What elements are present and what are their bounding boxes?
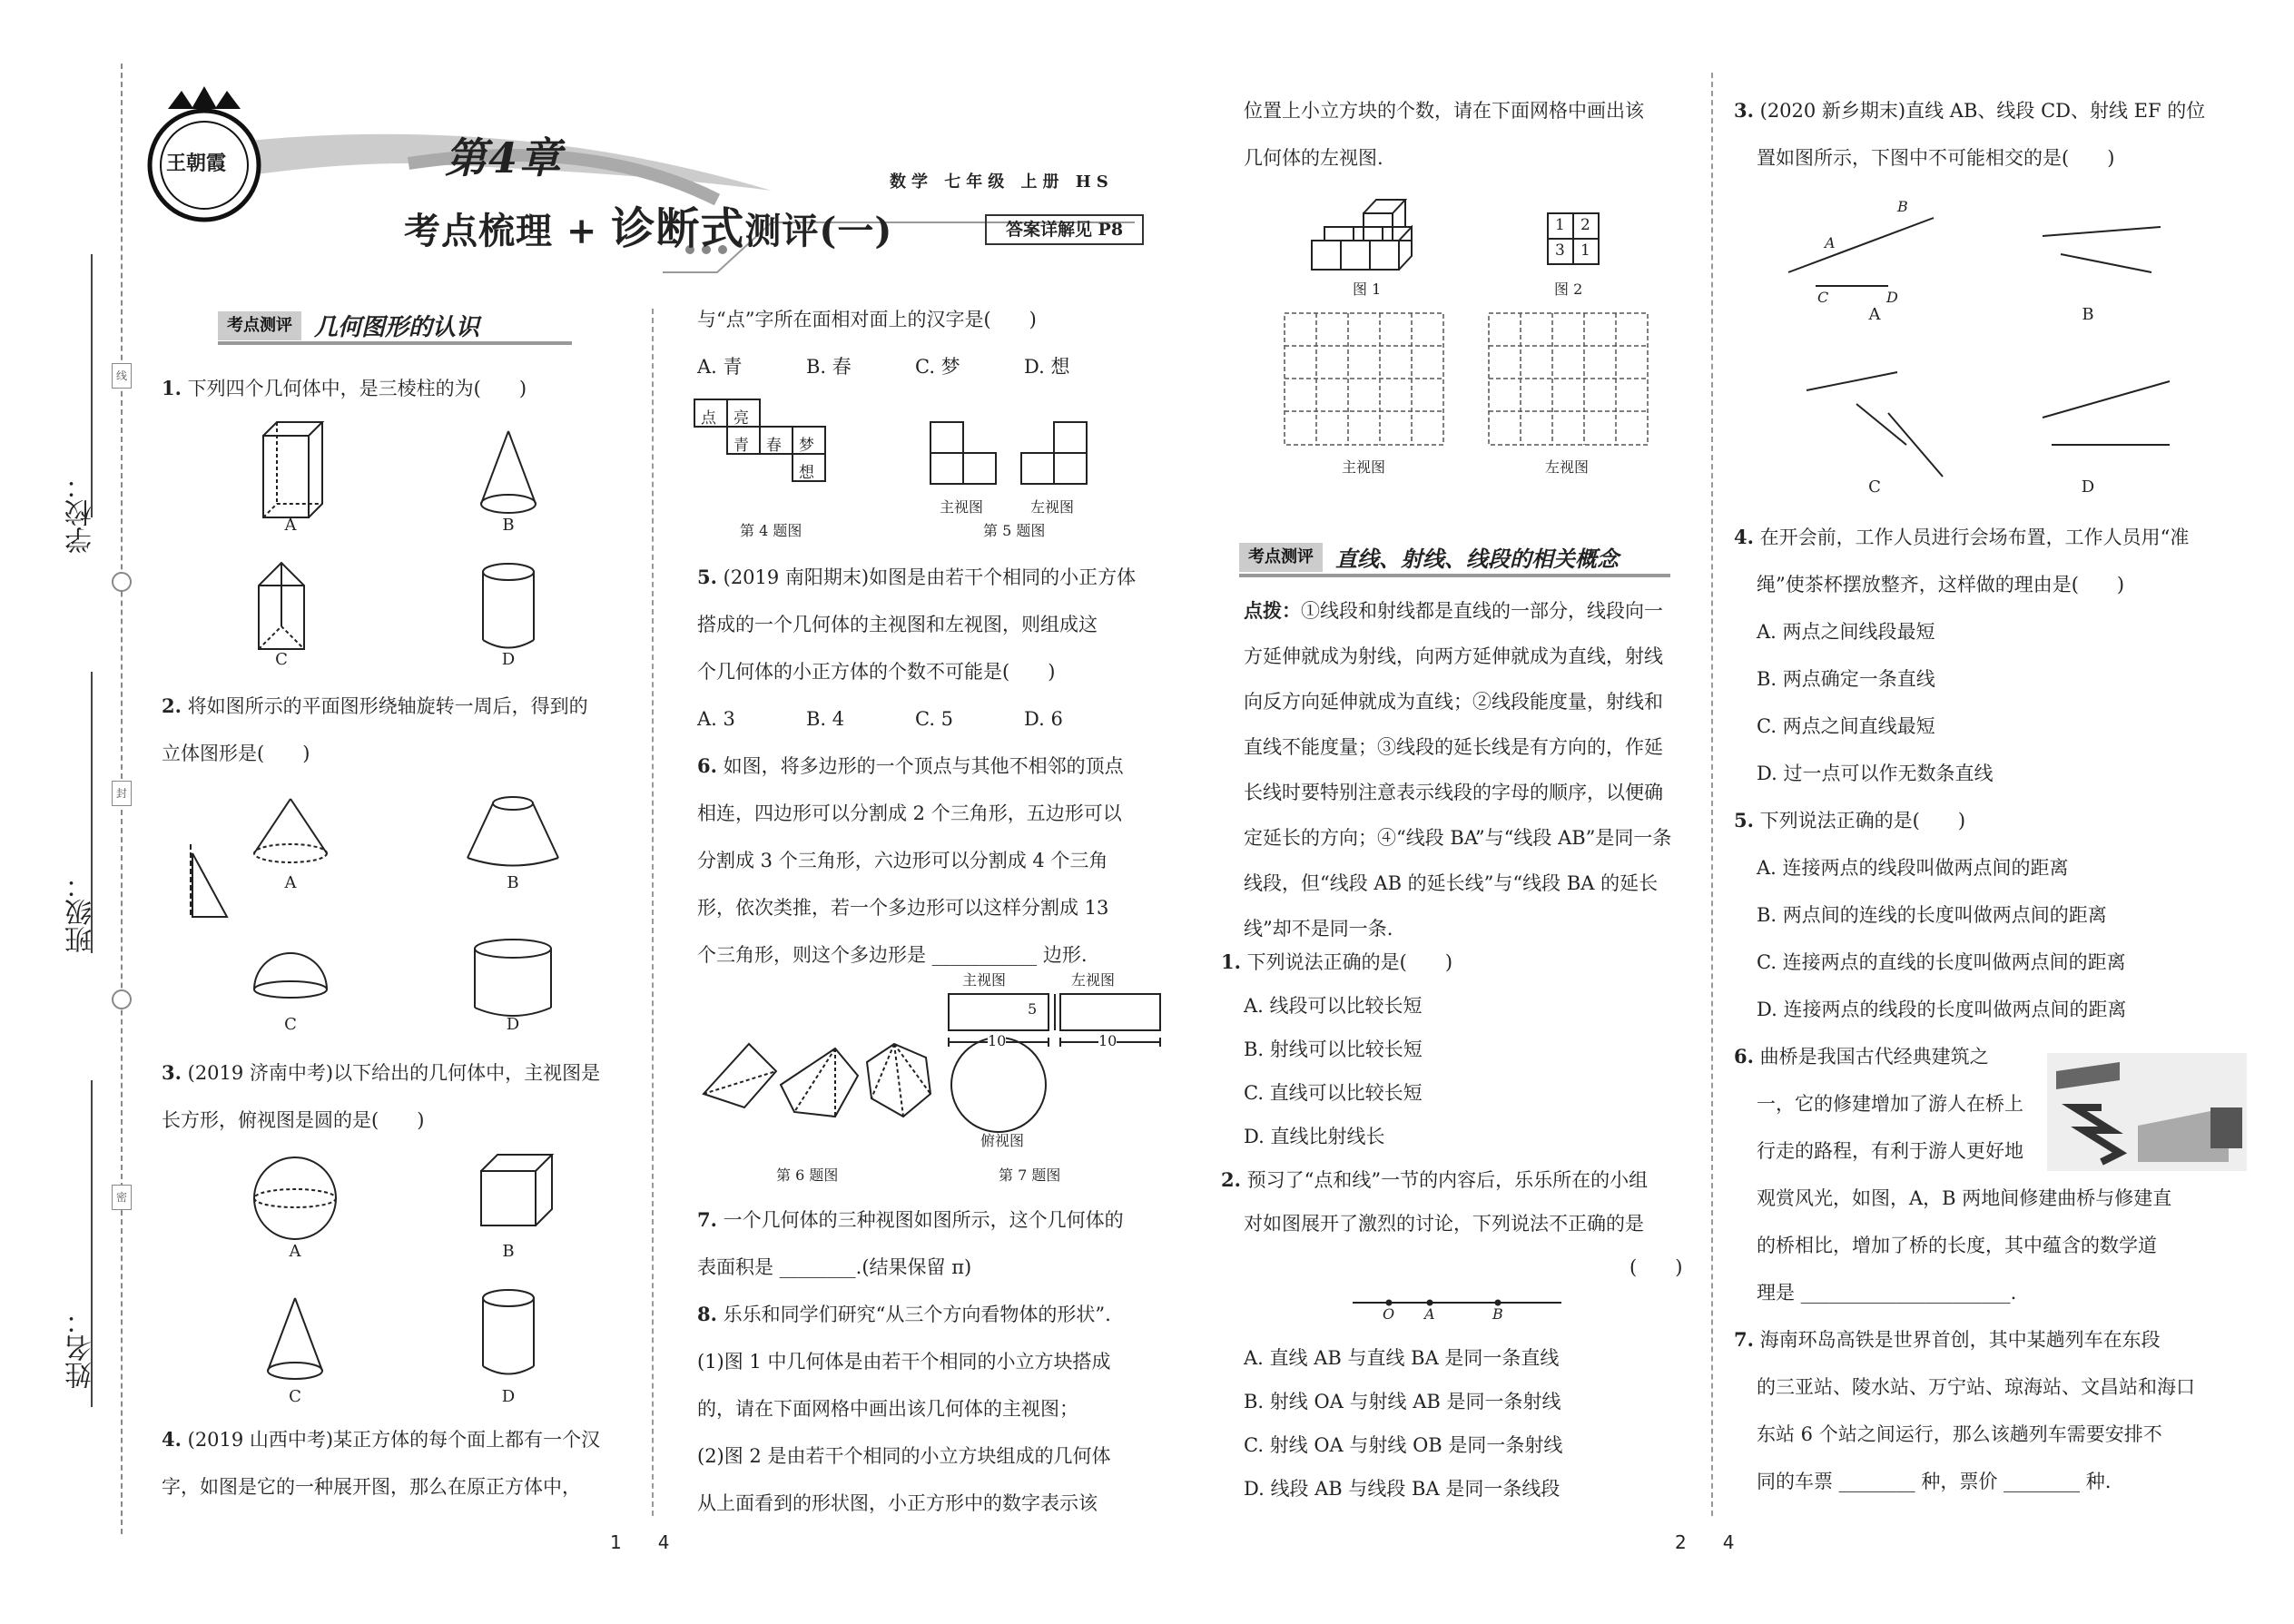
option-label: D <box>501 1387 516 1406</box>
option: B. 4 <box>806 708 845 730</box>
net-cell: 春 <box>766 437 782 455</box>
figure-caption: 第 7 题图 <box>999 1166 1061 1184</box>
option-label: A <box>284 516 297 535</box>
subject-info: 数学 七年级 上册 HS <box>890 172 1114 192</box>
question-8-cont <box>1244 87 1644 182</box>
option: A. 连接两点的线段叫做两点间的距离 <box>1757 857 2069 879</box>
figure-caption: 第 4 题图 <box>740 522 802 539</box>
dimension-label: 10 <box>988 1032 1007 1049</box>
question-number: 5. <box>1734 809 1754 832</box>
option-label: D <box>501 650 516 669</box>
option: A. 两点之间线段最短 <box>1757 621 1935 643</box>
question-7-8 <box>697 1196 1124 1527</box>
option: C. 两点之间直线最短 <box>1757 715 1935 737</box>
section-tag: 考点测评 <box>1239 543 1323 572</box>
view-label: 左视图 <box>1071 971 1116 989</box>
figure-caption: 第 5 题图 <box>983 522 1046 539</box>
option-label: B <box>507 873 519 892</box>
option: C. 连接两点的直线的长度叫做两点间的距离 <box>1757 951 2126 973</box>
page-number: 1 4 <box>610 1531 670 1553</box>
view-label: 俯视图 <box>980 1132 1025 1149</box>
question-text: 一，它的修建增加了游人在桥上 <box>1757 1093 2023 1115</box>
net-cell: 亮 <box>733 409 749 428</box>
question-r4-r7 <box>1734 514 2195 1505</box>
question-text: 乐乐和同学们研究“从三个方向看物体的形状”. <box>723 1304 1111 1325</box>
question-2 <box>162 683 588 777</box>
net-cell: 梦 <box>799 437 814 455</box>
grid-number: 1 <box>1580 241 1590 260</box>
question-number: 6. <box>1734 1045 1754 1068</box>
net-cell: 青 <box>733 437 749 455</box>
option: D. 连接两点的线段的长度叫做两点间的距离 <box>1757 999 2127 1020</box>
question-text: 从上面看到的形状图，小正方形中的数字表示该 <box>697 1492 1098 1514</box>
option: D. 过一点可以作无数条直线 <box>1757 763 1994 784</box>
question-text: 海南环岛高铁是世界首创，其中某趟列车在东段 <box>1759 1329 2161 1351</box>
question-text: 东站 6 个站之间运行，那么该趟列车需要安排不 <box>1757 1423 2162 1445</box>
option: A. 3 <box>697 708 735 730</box>
option: D. 直线比射线长 <box>1244 1126 1385 1147</box>
question-number: 2. <box>1221 1168 1241 1191</box>
option: B. 两点确定一条直线 <box>1757 668 1935 690</box>
class-label: 班级： <box>65 871 97 953</box>
option: A. 线段可以比较长短 <box>1244 995 1423 1017</box>
question-number: 7. <box>1734 1328 1754 1351</box>
net-cell: 想 <box>799 464 814 482</box>
question-text: (2019 南阳期末)如图是由若干个相同的小正方体 <box>723 566 1137 588</box>
option: A. 青 <box>697 356 743 378</box>
question-text: 立体图形是( ) <box>162 743 310 764</box>
question-text: (2020 新乡期末)直线 AB、线段 CD、射线 EF 的位 <box>1759 100 2206 122</box>
question-5 <box>697 554 1136 979</box>
option: C. 5 <box>915 708 954 730</box>
point-label: A <box>1825 234 1836 251</box>
tip-text: 长线时要特别注意表示线段的字母的顺序，以便确 <box>1244 782 1663 803</box>
question-text: 将如图所示的平面图形绕轴旋转一周后，得到的 <box>187 695 588 717</box>
option-label: B <box>2082 305 2094 324</box>
question-text: 下列说法正确的是( ) <box>1246 951 1453 973</box>
grid-label: 左视图 <box>1545 458 1590 476</box>
question-text: 同的车票 ________ 种，票价 ________ 种. <box>1757 1471 2112 1492</box>
seal-mark: 线 <box>112 363 132 389</box>
option-label: D <box>2081 477 2095 497</box>
option: B. 春 <box>806 356 852 378</box>
question-text: 行走的路程，有利于游人更好地 <box>1757 1140 2023 1162</box>
tip-text: 向反方向延伸就成为直线；②线段能度量，射线和 <box>1244 691 1663 713</box>
seal-mark: 封 <box>112 781 132 806</box>
question-text: 绳”使茶杯摆放整齐，这样做的理由是( ) <box>1757 574 2125 595</box>
point-label: C <box>1817 289 1829 306</box>
point-label: A <box>1424 1305 1435 1323</box>
option: B. 射线 OA 与射线 AB 是同一条射线 <box>1244 1391 1561 1412</box>
school-label: 学校： <box>65 472 97 554</box>
question-text: 的，请在下面网格中画出该几何体的主视图； <box>697 1398 1078 1420</box>
subtitle-part: 测评(一) <box>744 210 893 252</box>
question-r1 <box>1221 940 1682 1289</box>
question-text: 位置上小立方块的个数，请在下面网格中画出该 <box>1244 100 1644 122</box>
point-label: B <box>1492 1305 1503 1323</box>
q8-figures <box>1307 182 1589 281</box>
question-text: (2019 济南中考)以下给出的几何体中，主视图是 <box>187 1062 601 1084</box>
figure-caption: 第 6 题图 <box>776 1166 839 1184</box>
figure-caption: 图 2 <box>1554 281 1583 298</box>
question-text: 相连，四边形可以分割成 2 个三角形，五边形可以 <box>697 802 1122 824</box>
question-text: 置如图所示，下图中不可能相交的是( ) <box>1757 147 2115 169</box>
question-text: 字，如图是它的一种展开图，那么在原正方体中， <box>162 1476 581 1498</box>
tip-label: 点拨： <box>1244 599 1301 622</box>
tip-text: 直线不能度量；③线段的延长线是有方向的，作延 <box>1244 736 1663 758</box>
question-text: 搭成的一个几何体的主视图和左视图，则组成这 <box>697 614 1098 635</box>
question-text: 分割成 3 个三角形，六边形可以分割成 4 个三角 <box>697 850 1108 871</box>
option-label: B <box>502 1242 515 1261</box>
question-3 <box>162 1049 600 1144</box>
question-text: 个三角形，则这个多边形是 ___________ 边形. <box>697 944 1088 966</box>
r2-line-figure <box>1348 1294 1566 1330</box>
section-tag: 考点测评 <box>218 311 301 340</box>
grid-number: 2 <box>1580 216 1590 234</box>
figure-caption: 图 1 <box>1353 281 1382 298</box>
option-label: A <box>289 1242 301 1261</box>
subtitle-part: 诊断式 <box>611 203 745 254</box>
option: B. 两点间的连线的长度叫做两点间的距离 <box>1757 904 2107 926</box>
question-text: (1)图 1 中几何体是由若干个相同的小立方块搭成 <box>697 1351 1111 1373</box>
option: C. 射线 OA 与射线 OB 是同一条射线 <box>1244 1434 1563 1456</box>
option-label: C <box>275 650 288 669</box>
zigzag-bridge-photo <box>2047 1053 2247 1171</box>
question-number: 4. <box>1734 526 1754 548</box>
option: C. 直线可以比较长短 <box>1244 1082 1423 1104</box>
question-text: 在开会前，工作人员进行会场布置，工作人员用“准 <box>1759 527 2190 548</box>
question-text: 长方形，俯视图是圆的是( ) <box>162 1109 425 1131</box>
logo: 王朝霞 <box>166 152 227 175</box>
gear-icon <box>112 572 132 592</box>
binding-margin <box>0 0 127 1624</box>
option-label: D <box>506 1015 520 1034</box>
view-label: 主视图 <box>940 498 984 516</box>
section-underline <box>218 341 572 345</box>
option-label: A <box>284 873 297 892</box>
option-label: B <box>502 516 515 535</box>
tip-text: 定延长的方向；④“线段 BA”与“线段 AB”是同一条 <box>1244 827 1672 849</box>
question-text: 表面积是 ________.(结果保留 π) <box>697 1256 972 1278</box>
section-underline <box>1239 574 1670 577</box>
question-number: 2. <box>162 694 182 717</box>
page-subtitle <box>404 193 892 256</box>
q5-views <box>926 418 1117 490</box>
seal-mark: 密 <box>112 1185 132 1210</box>
chapter-title: 第4章 <box>445 133 564 182</box>
question-text: (2)图 2 是由若干个相同的小立方块组成的几何体 <box>697 1445 1111 1467</box>
question-number: 5. <box>697 566 717 588</box>
option: D. 线段 AB 与线段 BA 是同一条线段 <box>1244 1478 1561 1500</box>
option: D. 6 <box>1024 708 1063 730</box>
question-number: 6. <box>697 754 717 777</box>
question-text: (2019 山西中考)某正方体的每个面上都有一个汉 <box>187 1429 601 1451</box>
option-label: A <box>1868 305 1881 324</box>
subtitle-part: 考点梳理 + <box>404 210 612 252</box>
point-label: O <box>1383 1305 1395 1323</box>
question-r3 <box>1734 87 2205 182</box>
question-text: 曲桥是我国古代经典建筑之 <box>1759 1046 1989 1068</box>
column-divider <box>652 309 654 1516</box>
question-text: 几何体的左视图. <box>1244 147 1383 169</box>
section-title: 几何图形的认识 <box>314 314 480 341</box>
grid-number: 1 <box>1555 216 1565 234</box>
question-r2-options <box>1244 1336 1562 1511</box>
dimension-label: 10 <box>1098 1032 1117 1049</box>
question-1 <box>162 365 527 412</box>
question-text: ( ) <box>1629 1256 1683 1278</box>
answer-reference: 答案详解见 P8 <box>985 214 1144 245</box>
question-text: 如图，将多边形的一个顶点与其他不相邻的顶点 <box>723 755 1124 777</box>
tip-text: 方延伸就成为射线，向两方延伸就成为直线，射线 <box>1244 645 1663 667</box>
q7-figure <box>944 985 1180 1139</box>
gear-icon <box>112 989 132 1009</box>
question-text: 观赏风光，如图，A，B 两地间修建曲桥与修建直 <box>1757 1187 2172 1209</box>
grid-number: 3 <box>1555 241 1565 260</box>
view-label: 左视图 <box>1030 498 1075 516</box>
point-label: D <box>1886 289 1898 306</box>
q1-figures <box>245 418 654 681</box>
question-text: 与“点”字所在面相对面上的汉字是( ) <box>697 309 1037 330</box>
tip-text: 线段，但“线段 AB 的延长线”与“线段 BA 的延长 <box>1244 872 1659 894</box>
r3-figures <box>1779 200 2197 490</box>
q8-answer-grids <box>1285 313 1720 449</box>
question-number: 1. <box>162 377 182 399</box>
net-cell: 点 <box>701 409 716 428</box>
question-text: 下列说法正确的是( ) <box>1759 810 1966 832</box>
question-text: 的三亚站、陵水站、万宁站、琼海站、文昌站和海口 <box>1757 1376 2195 1398</box>
name-label: 姓名： <box>65 1307 97 1389</box>
option: B. 射线可以比较长短 <box>1244 1038 1423 1060</box>
question-4-cont <box>697 296 1069 390</box>
question-text: 对如图展开了激烈的讨论，下列说法不正确的是 <box>1244 1213 1644 1235</box>
question-number: 3. <box>1734 99 1754 122</box>
option: C. 梦 <box>915 356 960 378</box>
q2-figures <box>182 790 590 1044</box>
q3-figures <box>245 1153 654 1407</box>
tip-text: 线”却不是同一条. <box>1244 918 1393 940</box>
question-text: 个几何体的小正方体的个数不可能是( ) <box>697 661 1056 683</box>
section-title: 直线、射线、线段的相关概念 <box>1335 546 1619 572</box>
question-number: 4. <box>162 1428 182 1451</box>
question-number: 1. <box>1221 950 1241 973</box>
view-label: 主视图 <box>962 971 1007 989</box>
question-4 <box>162 1416 600 1511</box>
option-label: C <box>284 1015 297 1034</box>
question-text: 一个几何体的三种视图如图所示，这个几何体的 <box>723 1209 1124 1231</box>
option: D. 想 <box>1024 356 1070 378</box>
option: A. 直线 AB 与直线 BA 是同一条直线 <box>1244 1347 1560 1369</box>
section-heading <box>218 309 572 345</box>
question-text: 的桥相比，增加了桥的长度，其中蕴含的数学道 <box>1757 1235 2157 1256</box>
tip-text: ①线段和射线都是直线的一部分，线段向一 <box>1301 600 1663 622</box>
page-number: 2 4 <box>1675 1531 1735 1553</box>
question-number: 8. <box>697 1303 717 1325</box>
question-text: 形，依次类推，若一个多边形可以这样分割成 13 <box>697 897 1109 919</box>
section-heading <box>1239 541 1670 577</box>
point-label: B <box>1897 198 1908 215</box>
question-number: 3. <box>162 1061 182 1084</box>
q6-figure <box>699 1026 944 1126</box>
option-label: C <box>289 1387 301 1406</box>
tip-box <box>1244 588 1671 951</box>
option-label: C <box>1868 477 1881 497</box>
dimension-label: 5 <box>1028 1000 1038 1018</box>
grid-label: 主视图 <box>1342 458 1386 476</box>
question-text: 预习了“点和线”一节的内容后，乐乐所在的小组 <box>1246 1169 1649 1191</box>
question-text: 下列四个几何体中，是三棱柱的为( ) <box>187 378 527 399</box>
column-divider <box>1711 73 1713 1516</box>
question-text: 理是 ______________________. <box>1757 1282 2017 1304</box>
question-number: 7. <box>697 1208 717 1231</box>
